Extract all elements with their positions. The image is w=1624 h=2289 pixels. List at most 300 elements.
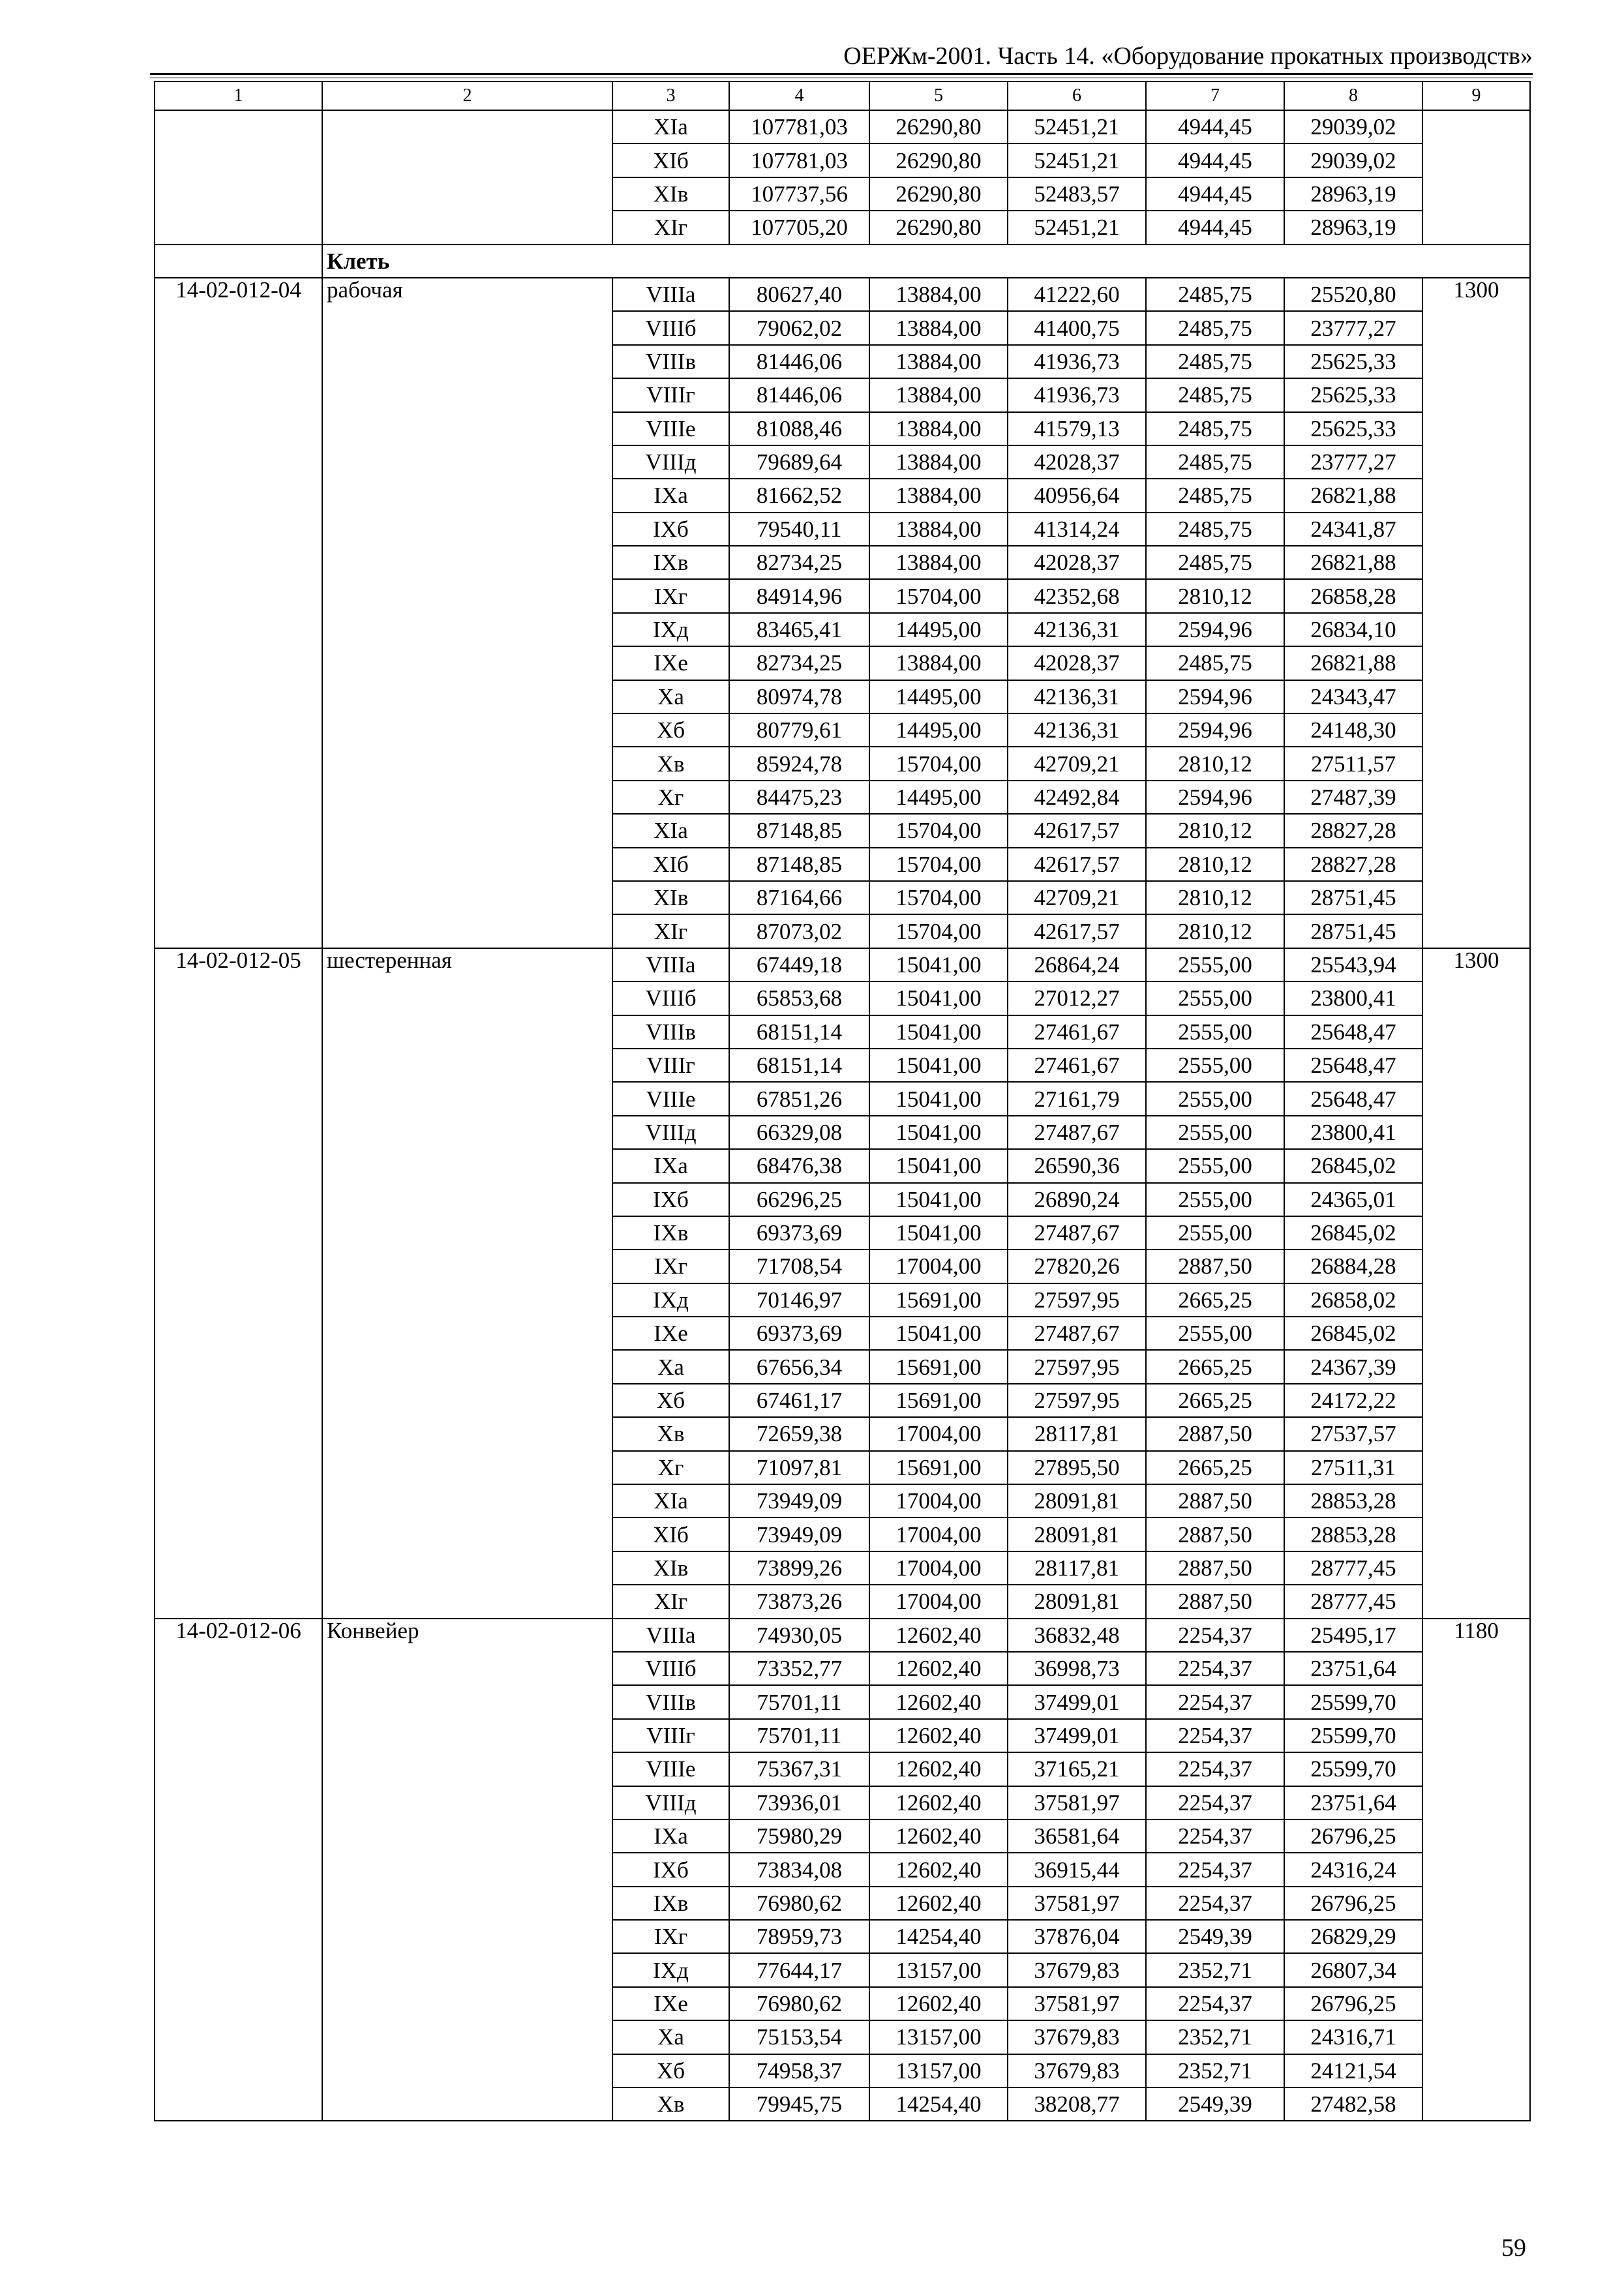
value-cell: 37679,83: [1008, 1953, 1146, 1986]
value-cell: 2254,37: [1146, 1652, 1284, 1685]
value-cell: 26796,25: [1284, 1987, 1422, 2020]
value-cell: 29039,02: [1284, 110, 1422, 143]
value-cell: 25648,47: [1284, 1049, 1422, 1082]
value-cell: 13884,00: [869, 646, 1008, 680]
variant-cell: IXг: [612, 579, 729, 612]
rates-table: [154, 81, 1531, 2121]
value-cell: 28751,45: [1284, 881, 1422, 914]
value-cell: 26884,28: [1284, 1249, 1422, 1283]
column-number: 9: [1422, 82, 1530, 110]
value-cell: 68151,14: [729, 1049, 869, 1082]
value-cell: 12602,40: [869, 1652, 1008, 1685]
value-cell: 27537,57: [1284, 1417, 1422, 1450]
section-empty-cell: [155, 245, 322, 278]
variant-cell: XIб: [612, 143, 729, 177]
variant-cell: IXе: [612, 1317, 729, 1350]
table-row: [155, 278, 1530, 311]
resource-code: 14-02-012-04: [155, 278, 322, 948]
resource-code: 14-02-012-06: [155, 1619, 322, 2121]
value-cell: 26845,02: [1284, 1317, 1422, 1350]
value-cell: 27895,50: [1008, 1451, 1146, 1484]
value-cell: 24367,39: [1284, 1350, 1422, 1383]
value-cell: 4944,45: [1146, 143, 1284, 177]
value-cell: 66329,08: [729, 1116, 869, 1149]
value-cell: 37581,97: [1008, 1786, 1146, 1819]
value-cell: 42709,21: [1008, 747, 1146, 780]
value-cell: 2254,37: [1146, 1887, 1284, 1920]
column-number: 5: [869, 82, 1008, 110]
value-cell: 26290,80: [869, 211, 1008, 244]
value-cell: 12602,40: [869, 1719, 1008, 1752]
variant-cell: Xв: [612, 747, 729, 780]
value-cell: 83465,41: [729, 613, 869, 646]
value-cell: 42617,57: [1008, 814, 1146, 847]
variant-cell: Xа: [612, 1350, 729, 1383]
value-cell: 24121,54: [1284, 2054, 1422, 2087]
value-cell: 37165,21: [1008, 1752, 1146, 1786]
value-cell: 23777,27: [1284, 445, 1422, 479]
value-cell: 2555,00: [1146, 1216, 1284, 1249]
page-header-title: ОЕРЖм-2001. Часть 14. «Оборудование прокатных производств»: [843, 42, 1533, 70]
variant-cell: IXв: [612, 1216, 729, 1249]
value-cell: 69373,69: [729, 1317, 869, 1350]
variant-cell: Xб: [612, 2054, 729, 2087]
value-cell: 79945,75: [729, 2087, 869, 2121]
value-cell: 15041,00: [869, 1317, 1008, 1350]
variant-cell: VIIIд: [612, 1116, 729, 1149]
value-cell: 17004,00: [869, 1249, 1008, 1283]
value-cell: 87148,85: [729, 814, 869, 847]
value-cell: 15704,00: [869, 579, 1008, 612]
variant-cell: VIIIг: [612, 378, 729, 411]
resource-code: [155, 110, 322, 245]
value-cell: 12602,40: [869, 1819, 1008, 1853]
value-cell: 2810,12: [1146, 747, 1284, 780]
value-cell: 2254,37: [1146, 1752, 1284, 1786]
variant-cell: VIIIб: [612, 1652, 729, 1685]
value-cell: 2485,75: [1146, 412, 1284, 445]
value-cell: 67851,26: [729, 1082, 869, 1115]
value-cell: 2555,00: [1146, 1183, 1284, 1216]
value-cell: 73873,26: [729, 1585, 869, 1618]
value-cell: 24148,30: [1284, 713, 1422, 747]
value-cell: 87148,85: [729, 848, 869, 881]
value-cell: 36998,73: [1008, 1652, 1146, 1685]
variant-cell: Xа: [612, 2020, 729, 2054]
variant-cell: IXб: [612, 513, 729, 546]
value-cell: 15704,00: [869, 747, 1008, 780]
variant-cell: VIIIа: [612, 1619, 729, 1652]
value-cell: 2665,25: [1146, 1283, 1284, 1317]
section-row: [155, 245, 1530, 278]
value-cell: 75701,11: [729, 1719, 869, 1752]
variant-cell: IXв: [612, 546, 729, 579]
value-cell: 17004,00: [869, 1518, 1008, 1551]
value-cell: 28091,81: [1008, 1484, 1146, 1518]
value-cell: 17004,00: [869, 1551, 1008, 1585]
section-title: Клеть: [322, 245, 1530, 278]
value-cell: 14254,40: [869, 1920, 1008, 1953]
variant-cell: VIIIв: [612, 345, 729, 378]
variant-cell: IXе: [612, 1987, 729, 2020]
value-cell: 28777,45: [1284, 1551, 1422, 1585]
value-cell: 15691,00: [869, 1384, 1008, 1417]
column-number: 3: [612, 82, 729, 110]
value-cell: 81662,52: [729, 479, 869, 512]
value-cell: 12602,40: [869, 1685, 1008, 1718]
value-cell: 2887,50: [1146, 1585, 1284, 1618]
value-cell: 13157,00: [869, 2020, 1008, 2054]
value-cell: 26834,10: [1284, 613, 1422, 646]
value-cell: 2485,75: [1146, 278, 1284, 311]
value-cell: 107781,03: [729, 110, 869, 143]
resource-name: [322, 110, 612, 245]
value-cell: 37876,04: [1008, 1920, 1146, 1953]
value-cell: 26796,25: [1284, 1887, 1422, 1920]
value-cell: 23751,64: [1284, 1786, 1422, 1819]
value-cell: 2665,25: [1146, 1451, 1284, 1484]
value-cell: 2254,37: [1146, 1719, 1284, 1752]
value-cell: 42709,21: [1008, 881, 1146, 914]
value-cell: 26821,88: [1284, 646, 1422, 680]
value-cell: 15041,00: [869, 981, 1008, 1015]
value-cell: 2485,75: [1146, 546, 1284, 579]
value-cell: 78959,73: [729, 1920, 869, 1953]
value-cell: 2665,25: [1146, 1384, 1284, 1417]
value-cell: 73352,77: [729, 1652, 869, 1685]
value-cell: 52451,21: [1008, 143, 1146, 177]
variant-cell: VIIIе: [612, 1752, 729, 1786]
value-cell: 2810,12: [1146, 848, 1284, 881]
value-cell: 2594,96: [1146, 781, 1284, 814]
value-cell: 14254,40: [869, 2087, 1008, 2121]
value-cell: 17004,00: [869, 1484, 1008, 1518]
value-cell: 79689,64: [729, 445, 869, 479]
value-cell: 79540,11: [729, 513, 869, 546]
variant-cell: XIб: [612, 1518, 729, 1551]
value-cell: 27487,67: [1008, 1216, 1146, 1249]
value-cell: 17004,00: [869, 1585, 1008, 1618]
value-cell: 2485,75: [1146, 378, 1284, 411]
column-number: 6: [1008, 82, 1146, 110]
value-cell: 87073,02: [729, 914, 869, 948]
value-cell: 37581,97: [1008, 1987, 1146, 2020]
column-number: 8: [1284, 82, 1422, 110]
value-cell: 12602,40: [869, 1853, 1008, 1886]
variant-cell: Xб: [612, 1384, 729, 1417]
value-cell: 71097,81: [729, 1451, 869, 1484]
value-cell: 42028,37: [1008, 546, 1146, 579]
value-cell: 2887,50: [1146, 1417, 1284, 1450]
value-cell: 12602,40: [869, 1752, 1008, 1786]
value-cell: 2555,00: [1146, 1116, 1284, 1149]
variant-cell: IXа: [612, 479, 729, 512]
variant-cell: IXг: [612, 1920, 729, 1953]
variant-cell: XIв: [612, 177, 729, 211]
value-cell: 13884,00: [869, 445, 1008, 479]
variant-cell: XIг: [612, 211, 729, 244]
value-cell: 41400,75: [1008, 311, 1146, 344]
value-cell: 42352,68: [1008, 579, 1146, 612]
value-cell: 24172,22: [1284, 1384, 1422, 1417]
value-cell: 2665,25: [1146, 1350, 1284, 1383]
resource-code: 14-02-012-05: [155, 948, 322, 1619]
value-cell: 84475,23: [729, 781, 869, 814]
value-cell: 67449,18: [729, 948, 869, 981]
value-cell: 2810,12: [1146, 579, 1284, 612]
variant-cell: Xв: [612, 1417, 729, 1450]
value-cell: 15041,00: [869, 948, 1008, 981]
value-cell: 26845,02: [1284, 1216, 1422, 1249]
value-cell: 15704,00: [869, 814, 1008, 847]
value-cell: 36915,44: [1008, 1853, 1146, 1886]
value-cell: 26807,34: [1284, 1953, 1422, 1986]
value-cell: 75153,54: [729, 2020, 869, 2054]
value-cell: 2549,39: [1146, 2087, 1284, 2121]
value-cell: 25625,33: [1284, 412, 1422, 445]
value-cell: 26290,80: [869, 143, 1008, 177]
value-cell: 2485,75: [1146, 479, 1284, 512]
variant-cell: VIIIд: [612, 1786, 729, 1819]
variant-cell: IXа: [612, 1819, 729, 1853]
value-cell: 14495,00: [869, 613, 1008, 646]
value-cell: 27487,67: [1008, 1116, 1146, 1149]
value-cell: 74930,05: [729, 1619, 869, 1652]
value-cell: 2810,12: [1146, 814, 1284, 847]
value-cell: 107781,03: [729, 143, 869, 177]
variant-cell: IXе: [612, 646, 729, 680]
variant-cell: VIIIе: [612, 412, 729, 445]
value-cell: 68151,14: [729, 1015, 869, 1049]
value-cell: 2254,37: [1146, 1819, 1284, 1853]
value-cell: 107705,20: [729, 211, 869, 244]
value-cell: 37581,97: [1008, 1887, 1146, 1920]
value-cell: 27487,67: [1008, 1317, 1146, 1350]
value-cell: 52451,21: [1008, 211, 1146, 244]
value-cell: 2485,75: [1146, 445, 1284, 479]
value-cell: 27597,95: [1008, 1283, 1146, 1317]
value-cell: 12602,40: [869, 1987, 1008, 2020]
value-cell: 23777,27: [1284, 311, 1422, 344]
value-cell: 23800,41: [1284, 1116, 1422, 1149]
value-cell: 13884,00: [869, 513, 1008, 546]
table-row: [155, 948, 1530, 981]
value-cell: 75980,29: [729, 1819, 869, 1853]
value-cell: 27482,58: [1284, 2087, 1422, 2121]
value-cell: 2254,37: [1146, 1786, 1284, 1819]
variant-cell: XIг: [612, 1585, 729, 1618]
value-cell: 2485,75: [1146, 646, 1284, 680]
value-cell: 41936,73: [1008, 378, 1146, 411]
value-cell: 66296,25: [729, 1183, 869, 1216]
variant-cell: Xг: [612, 781, 729, 814]
value-cell: 42028,37: [1008, 646, 1146, 680]
value-cell: 15691,00: [869, 1350, 1008, 1383]
value-cell: 28853,28: [1284, 1518, 1422, 1551]
value-cell: 2485,75: [1146, 311, 1284, 344]
value-cell: 28091,81: [1008, 1518, 1146, 1551]
value-cell: 2887,50: [1146, 1551, 1284, 1585]
value-cell: 15691,00: [869, 1283, 1008, 1317]
value-cell: 73899,26: [729, 1551, 869, 1585]
value-cell: 28827,28: [1284, 814, 1422, 847]
variant-cell: Xг: [612, 1451, 729, 1484]
value-cell: 24365,01: [1284, 1183, 1422, 1216]
value-cell: 73949,09: [729, 1484, 869, 1518]
value-cell: 42617,57: [1008, 914, 1146, 948]
value-cell: 69373,69: [729, 1216, 869, 1249]
value-cell: 13884,00: [869, 412, 1008, 445]
value-cell: 25599,70: [1284, 1752, 1422, 1786]
value-cell: 26845,02: [1284, 1149, 1422, 1182]
value-cell: 71708,54: [729, 1249, 869, 1283]
value-cell: 25648,47: [1284, 1015, 1422, 1049]
value-cell: 14495,00: [869, 713, 1008, 747]
value-cell: 2810,12: [1146, 914, 1284, 948]
value-cell: 17004,00: [869, 1417, 1008, 1450]
value-cell: 24341,87: [1284, 513, 1422, 546]
value-cell: 77644,17: [729, 1953, 869, 1986]
variant-cell: XIа: [612, 814, 729, 847]
value-cell: 2485,75: [1146, 345, 1284, 378]
value-cell: 2594,96: [1146, 713, 1284, 747]
value-cell: 28117,81: [1008, 1417, 1146, 1450]
value-cell: 2485,75: [1146, 513, 1284, 546]
value-cell: 13884,00: [869, 546, 1008, 579]
value-cell: 2810,12: [1146, 881, 1284, 914]
value-cell: 85924,78: [729, 747, 869, 780]
value-cell: 23751,64: [1284, 1652, 1422, 1685]
value-cell: 80974,78: [729, 680, 869, 713]
value-cell: 15041,00: [869, 1183, 1008, 1216]
value-cell: 25599,70: [1284, 1719, 1422, 1752]
value-cell: 15704,00: [869, 914, 1008, 948]
value-cell: 82734,25: [729, 546, 869, 579]
value-cell: 12602,40: [869, 1619, 1008, 1652]
value-cell: 2555,00: [1146, 1317, 1284, 1350]
variant-cell: Xб: [612, 713, 729, 747]
value-cell: 2887,50: [1146, 1484, 1284, 1518]
value-cell: 41936,73: [1008, 345, 1146, 378]
value-cell: 25599,70: [1284, 1685, 1422, 1718]
variant-cell: Xв: [612, 2087, 729, 2121]
variant-cell: XIб: [612, 848, 729, 881]
value-cell: 80627,40: [729, 278, 869, 311]
value-cell: 14495,00: [869, 680, 1008, 713]
value-cell: 68476,38: [729, 1149, 869, 1182]
value-cell: 14495,00: [869, 781, 1008, 814]
value-cell: 13157,00: [869, 1953, 1008, 1986]
value-cell: 2887,50: [1146, 1249, 1284, 1283]
value-cell: 25543,94: [1284, 948, 1422, 981]
value-cell: 2594,96: [1146, 680, 1284, 713]
value-cell: 2254,37: [1146, 1685, 1284, 1718]
value-cell: 13884,00: [869, 479, 1008, 512]
value-cell: 26590,36: [1008, 1149, 1146, 1182]
value-cell: 27820,26: [1008, 1249, 1146, 1283]
value-cell: 41314,24: [1008, 513, 1146, 546]
value-cell: 38208,77: [1008, 2087, 1146, 2121]
value-cell: 67656,34: [729, 1350, 869, 1383]
value-cell: 26858,28: [1284, 579, 1422, 612]
variant-cell: IXб: [612, 1853, 729, 1886]
value-cell: 52483,57: [1008, 177, 1146, 211]
variant-cell: VIIIб: [612, 981, 729, 1015]
value-cell: 2549,39: [1146, 1920, 1284, 1953]
value-cell: 28853,28: [1284, 1484, 1422, 1518]
value-cell: 2352,71: [1146, 1953, 1284, 1986]
column-number-row: [155, 82, 1530, 110]
value-cell: 107737,56: [729, 177, 869, 211]
value-cell: 26821,88: [1284, 546, 1422, 579]
value-cell: 81446,06: [729, 378, 869, 411]
column-number: 7: [1146, 82, 1284, 110]
value-cell: 15041,00: [869, 1116, 1008, 1149]
value-cell: 73936,01: [729, 1786, 869, 1819]
value-cell: 15691,00: [869, 1451, 1008, 1484]
variant-cell: IXд: [612, 613, 729, 646]
resource-name: рабочая: [322, 278, 612, 948]
value-cell: 2555,00: [1146, 1082, 1284, 1115]
value-cell: 28963,19: [1284, 211, 1422, 244]
value-cell: 41222,60: [1008, 278, 1146, 311]
header-rule-thick: [150, 73, 1533, 75]
value-cell: 42617,57: [1008, 848, 1146, 881]
value-cell: 13884,00: [869, 345, 1008, 378]
variant-cell: IXд: [612, 1283, 729, 1317]
variant-cell: VIIIа: [612, 948, 729, 981]
value-cell: 2352,71: [1146, 2054, 1284, 2087]
value-cell: 26858,02: [1284, 1283, 1422, 1317]
value-cell: 13884,00: [869, 278, 1008, 311]
value-cell: 24316,71: [1284, 2020, 1422, 2054]
value-cell: 27012,27: [1008, 981, 1146, 1015]
variant-cell: VIIIа: [612, 278, 729, 311]
column-number: 1: [155, 82, 322, 110]
variant-cell: XIа: [612, 110, 729, 143]
value-cell: 27511,57: [1284, 747, 1422, 780]
value-cell: 80779,61: [729, 713, 869, 747]
value-cell: 37679,83: [1008, 2020, 1146, 2054]
value-cell: 15041,00: [869, 1082, 1008, 1115]
value-cell: 2887,50: [1146, 1518, 1284, 1551]
page-number: 59: [1501, 2234, 1526, 2262]
value-cell: 40956,64: [1008, 479, 1146, 512]
value-cell: 15704,00: [869, 848, 1008, 881]
value-cell: 2254,37: [1146, 1619, 1284, 1652]
variant-cell: XIа: [612, 1484, 729, 1518]
value-cell: 37679,83: [1008, 2054, 1146, 2087]
value-cell: 4944,45: [1146, 211, 1284, 244]
value-cell: 4944,45: [1146, 110, 1284, 143]
value-cell: 12602,40: [869, 1887, 1008, 1920]
value-cell: 42136,31: [1008, 613, 1146, 646]
value-cell: 15041,00: [869, 1149, 1008, 1182]
value-cell: 42492,84: [1008, 781, 1146, 814]
value-cell: 25625,33: [1284, 345, 1422, 378]
value-cell: 26290,80: [869, 177, 1008, 211]
value-cell: 26796,25: [1284, 1819, 1422, 1853]
value-cell: 2555,00: [1146, 1149, 1284, 1182]
value-cell: 27461,67: [1008, 1049, 1146, 1082]
value-cell: 28751,45: [1284, 914, 1422, 948]
value-cell: 2352,71: [1146, 2020, 1284, 2054]
value-cell: 27597,95: [1008, 1350, 1146, 1383]
value-cell: 15041,00: [869, 1015, 1008, 1049]
variant-cell: IXа: [612, 1149, 729, 1182]
value-cell: 25495,17: [1284, 1619, 1422, 1652]
value-cell: 13157,00: [869, 2054, 1008, 2087]
